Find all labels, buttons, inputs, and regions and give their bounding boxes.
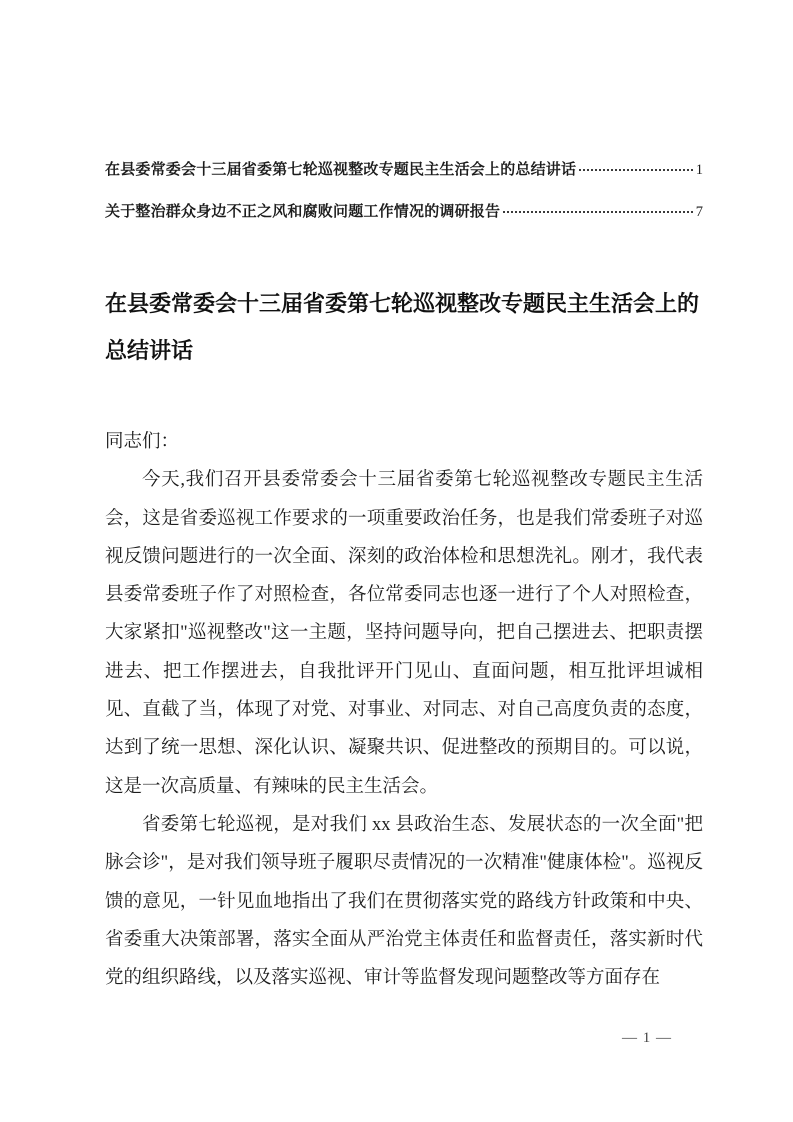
- document-title: 在县委常委会十三届省委第七轮巡视整改专题民主生活会上的总结讲话: [105, 291, 700, 363]
- table-of-contents: [105, 160, 703, 244]
- toc-dot-leader: [503, 211, 693, 213]
- toc-entry-1[interactable]: [105, 160, 703, 181]
- page-number: — 1 —: [622, 1030, 672, 1046]
- salutation: 同志们：: [105, 432, 180, 452]
- toc-dot-leader: [579, 169, 693, 171]
- toc-entry-2[interactable]: [105, 202, 703, 223]
- page-footer: [622, 1028, 672, 1048]
- document-body: [105, 423, 703, 997]
- toc-entry-title: 关于整治群众身边不正之风和腐败问题工作情况的调研报告: [105, 204, 501, 220]
- body-paragraph-2: 省委第七轮巡视，是对我们 xx 县政治生态、发展状态的一次全面"把脉会诊"，是对我们领导班子履职尽责情况的一次精准"健康体检"。巡视反馈的意见，一针见血地指出了我们在贯彻落实党的路线方针政策和中央、省委重大决策部署，落实全面从严治党主体责任和监督责任，落实新时代党的组织路线，以及落实巡视、审计等监督发现问题整改等方面存在: [105, 814, 703, 989]
- toc-entry-title: 在县委常委会十三届省委第七轮巡视整改专题民主生活会上的总结讲话: [105, 162, 577, 178]
- toc-entry-page-number: 7: [695, 204, 703, 220]
- body-paragraph-1: 今天,我们召开县委常委会十三届省委第七轮巡视整改专题民主生活会，这是省委巡视工作要求的一项重要政治任务，也是我们常委班子对巡视反馈问题进行的一次全面、深刻的政治体检和思想洗礼。刚才，我代表县委常委班子作了对照检查，各位常委同志也逐一进行了个人对照检查，大家紧扣"巡视整改"这一主题，坚持问题导向，把自己摆进去、把职责摆进去、把工作摆进去，自我批评开门见山、直面问题，相互批评坦诚相见、直截了当，体现了对党、对事业、对同志、对自己高度负责的态度，达到了统一思想、深化认识、凝聚共识、促进整改的预期目的。可以说，这是一次高质量、有辣味的民主生活会。: [105, 470, 703, 797]
- toc-entry-page-number: 1: [695, 162, 703, 178]
